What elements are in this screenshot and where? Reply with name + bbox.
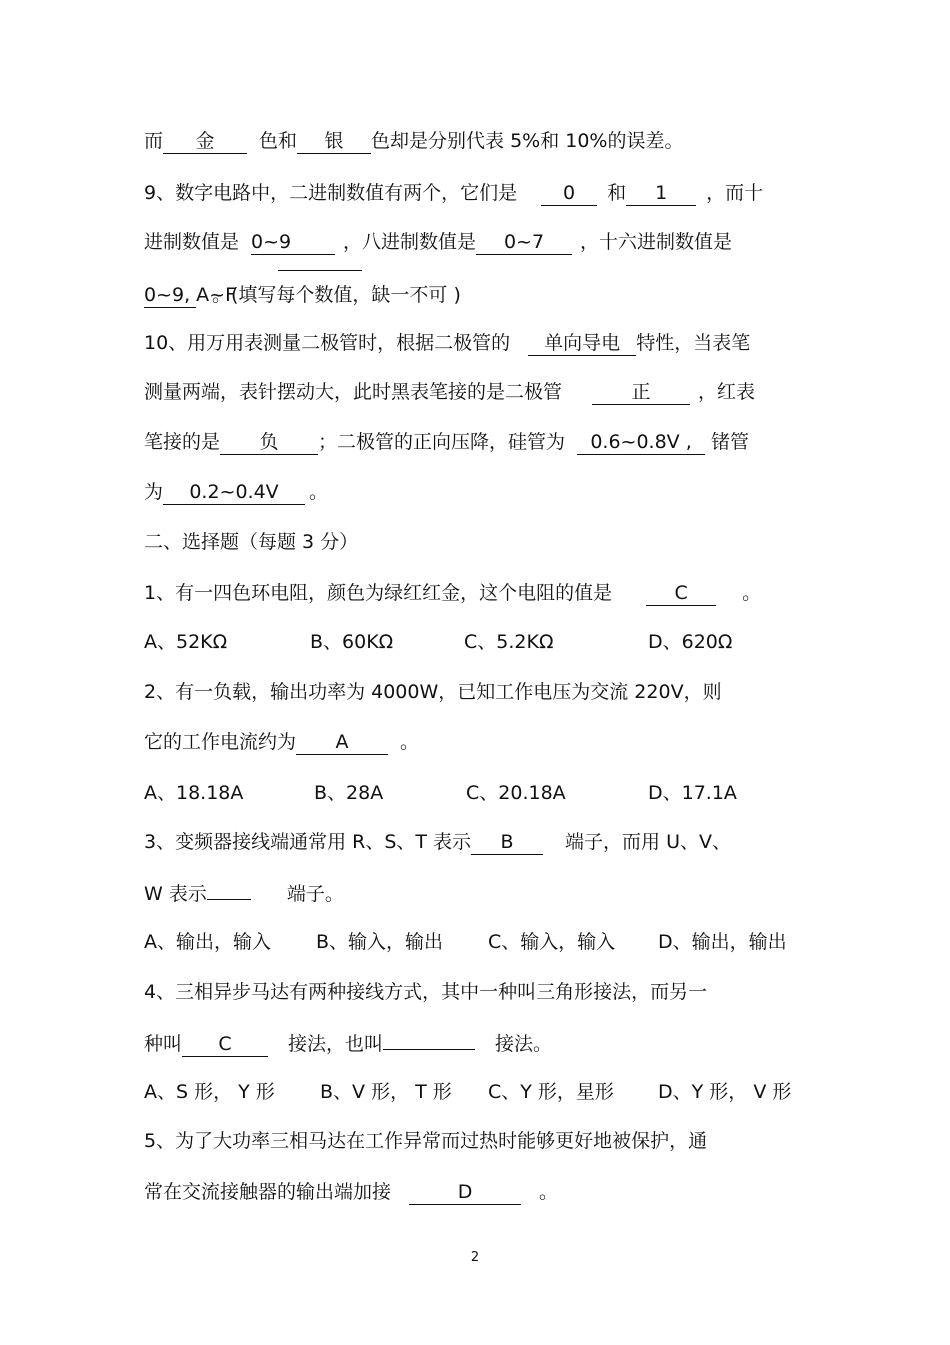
option-b: B、60KΩ	[310, 631, 394, 653]
option-c: C、20.18A	[466, 782, 566, 804]
question-10-line-4: 为 0.2~0.4V 。	[144, 481, 329, 503]
choice-question-3-cont: W 表示 端子。	[144, 879, 344, 907]
question-10-line-1: 10、用万用表测量二极管时，根据二极管的 单向导电 特性，当表笔	[144, 332, 751, 354]
answer-blank-line	[278, 270, 362, 271]
question-9-line-1: 9、数字电路中，二进制数值有两个，它们是 0 和 1 ，而十	[144, 182, 764, 204]
option-a: A、S 形， Y 形	[144, 1081, 275, 1103]
choice-options-1	[144, 629, 732, 655]
answer-blank: A	[296, 731, 388, 755]
answer-blank: 0~9, A~F	[144, 284, 237, 306]
answer-blank: 正	[592, 381, 690, 405]
answer-blank: 0	[541, 182, 597, 206]
answer-blank: 0.6~0.8V ,	[577, 431, 705, 455]
option-c: C、输入，输入	[488, 931, 616, 953]
answer-blank: B	[471, 831, 543, 855]
choice-question-5-cont: 常在交流接触器的输出端加接 D 。	[144, 1181, 559, 1203]
question-9-line-2: 进制数值是 0~9 ，八进制数值是 0~7 ，十六进制数值是	[144, 231, 733, 253]
answer-blank: 负	[220, 431, 318, 455]
choice-options-2	[144, 780, 737, 806]
answer-blank: C	[182, 1033, 268, 1057]
section-heading: 二、选择题（每题 3 分）	[144, 531, 359, 553]
option-b: B、28A	[314, 782, 384, 804]
answer-blank: 1	[626, 182, 696, 206]
page-number: 2	[470, 1250, 480, 1265]
answer-blank	[383, 1029, 475, 1050]
option-d: D、输出，输出	[658, 931, 787, 953]
answer-blank: 0.2~0.4V	[163, 481, 305, 505]
option-a: A、输出，输入	[144, 931, 271, 953]
option-d: D、620Ω	[648, 631, 733, 653]
choice-question-4: 4、三相异步马达有两种接线方式，其中一种叫三角形接法，而另一	[144, 981, 708, 1003]
answer-blank: D	[409, 1181, 521, 1205]
choice-options-3	[144, 929, 787, 955]
choice-question-5: 5、为了大功率三相马达在工作异常而过热时能够更好地被保护，通	[144, 1130, 708, 1152]
option-b: B、V 形， T 形	[320, 1081, 452, 1103]
option-a: A、18.18A	[144, 782, 244, 804]
option-d: D、Y 形， V 形	[658, 1081, 792, 1103]
question-10-line-2: 测量两端，表针摆动大，此时黑表笔接的是二极管 正 ，红表	[144, 381, 756, 403]
choice-question-2: 2、有一负载，输出功率为 4000W，已知工作电压为交流 220V，则	[144, 681, 722, 703]
option-d: D、17.1A	[648, 782, 737, 804]
question-10-line-3: 笔接的是 负 ；二极管的正向压降，硅管为 0.6~0.8V , 锗管	[144, 431, 750, 453]
choice-question-4-cont: 种叫 C 接法，也叫 接法。	[144, 1029, 552, 1057]
answer-blank: 银	[297, 130, 371, 154]
answer-blank: 0~7	[476, 231, 572, 255]
option-c: C、Y 形，星形	[488, 1081, 614, 1103]
answer-blank	[207, 879, 251, 900]
option-b: B、输入，输出	[316, 931, 444, 953]
answer-blank: C	[646, 582, 716, 606]
option-a: A、52KΩ	[144, 631, 228, 653]
answer-blank: 单向导电	[528, 332, 636, 356]
choice-options-4	[144, 1079, 791, 1105]
answer-blank: 0~9	[251, 231, 335, 255]
continuation-line: 而 金 色和 银 色却是分别代表 5%和 10%的误差。	[144, 130, 684, 152]
question-9-line-3: 0~9, A~F。(填写每个数值，缺一不可 )	[144, 284, 461, 306]
choice-question-3: 3、变频器接线端通常用 R、S、T 表示 B 端子，而用 U、V、	[144, 831, 731, 853]
choice-question-2-cont: 它的工作电流约为 A 。	[144, 731, 420, 753]
option-c: C、5.2KΩ	[464, 631, 554, 653]
choice-question-1: 1、有一四色环电阻，颜色为绿红红金，这个电阻的值是 C 。	[144, 582, 762, 604]
answer-blank: 金	[163, 130, 247, 154]
